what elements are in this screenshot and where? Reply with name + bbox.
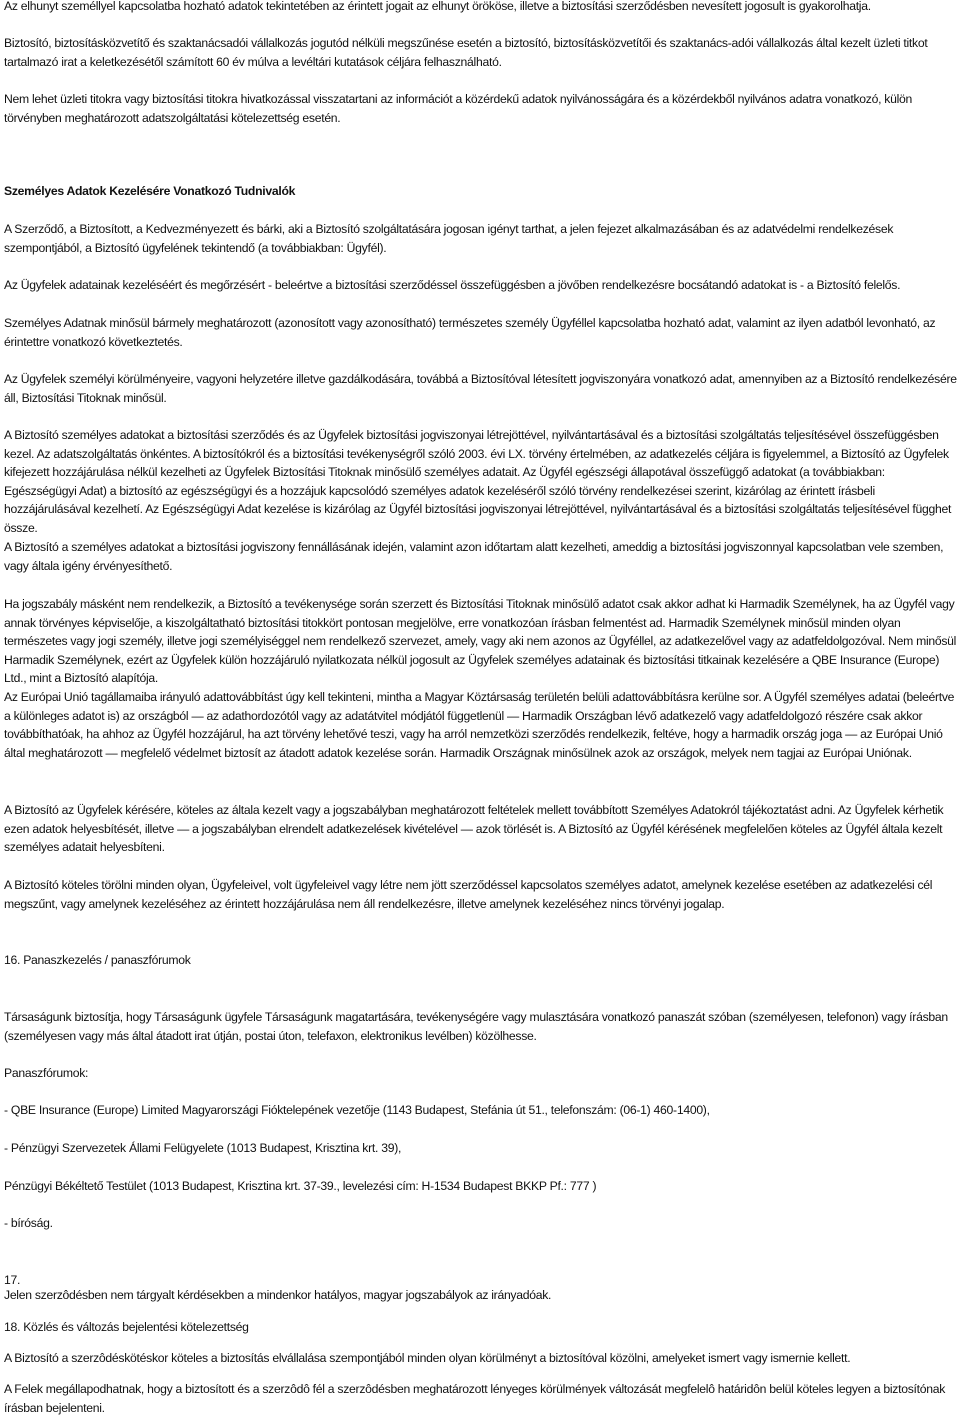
paragraph-insurance-secret: Az Ügyfelek személyi körülményeire, vagyoni helyzetére illetve gazdálkodására, továbbá a Biztosítóval létesített jogviszonyára vonatkozó adat, amennyiben az a Biztosító rendelkezésére áll, Biztosítási Titoknak minősül. <box>4 372 957 405</box>
heading-disclosure-obligation: 18. Közlés és változás bejelentési kötelezettség <box>4 1320 249 1334</box>
paragraph-dissolution-archive: Biztosító, biztosításközvetítő és szaktanácsadói vállalkozás jogutód nélküli megszűnése esetén a biztosító, biztosításközvetítői és szaktanács-adói vállalkozás által kezelt üzleti titkot tartalmazó irat a keletkezésétől számított 60 év múlva a levéltári kutatások céljára felhasználható. <box>4 36 928 69</box>
list-item-qbe-branch: - QBE Insurance (Europe) Limited Magyarországi Fióktelepének vezetője (1143 Budapest, Stefánia út 51., telefonszám: (06-1) 460-1400), <box>4 1103 710 1117</box>
paragraph-personal-data-definition: Személyes Adatnak minősül bármely meghatározott (azonosított vagy azonosítható) természetes személy Ügyféllel kapcsolatba hozható adat, valamint az ilyen adatból levonható, az érintettre vonatkozó következtetés. <box>4 316 936 349</box>
paragraph-complaint-channels: Társaságunk biztosítja, hogy Társaságunk ügyfele Társaságunk magatartására, tevékenységére vagy mulasztására vonatkozó panaszát szóban (személyesen, telefonon) vagy írásban (személyesen vagy más által átadott irat útján, postai úton, telefaxon, elektronikus levélben) közölhesse. <box>4 1010 948 1043</box>
paragraph-public-interest: Nem lehet üzleti titokra vagy biztosítási titokra hivatkozással visszatartani az információt a közérdekű adatok nyilvánosságára és a közérdekből nyilvános adatra vonatkozó, külön törvényben meghatározott adatszolgáltatási kötelezettség esetén. <box>4 92 913 125</box>
heading-personal-data: Személyes Adatok Kezelésére Vonatkozó Tudnivalók <box>4 184 296 198</box>
paragraph-deletion: A Biztosító köteles törölni minden olyan, Ügyfeleivel, volt ügyfeleivel vagy létre nem jött szerződéssel kapcsolatos személyes adatot, amelynek kezelése esetében az adatkezelési cél megszűnt, vagy amelynek kezeléséhez az érintett hozzájárulása nem áll rendelkezésre, illetve amelynek kezeléséhez nincs törvényi jogalap. <box>4 878 933 911</box>
heading-complaints: 16. Panaszkezelés / panaszfórumok <box>4 953 191 967</box>
list-item-pszaf: - Pénzügyi Szervezetek Állami Felügyelete (1013 Budapest, Krisztina krt. 39), <box>4 1141 402 1155</box>
paragraph-third-party: Ha jogszabály másként nem rendelkezik, a Biztosító a tevékenysége során szerzett és Biztosítási Titoknak minősülő adatot csak akkor adhat ki Harmadik Személynek, ha az Ügyfél vagy annak törvényes képviselője, a kiszolgáltatható biztosítási titokkört pontosan megjelölve, erre vonatkozóan írásban felmentést ad. Harmadik Személynek minősül minden olyan természetes vagy jogi személy, illetve jogi személyiséggel nem rendelkező szervezet, amely, vagy aki nem azonos az Ügyféllel, az adatkezelővel vagy az adatfeldolgozóval. Nem minősül Harmadik Személynek, ezért az Ügyfelek külön hozzájáruló nyilatkozata nélkül jogosult az Ügyfelek személyes adatainak és biztosítási titkainak kezelésére a QBE Insurance (Europe) Ltd., mint a Biztosító alapítója. <box>4 597 957 686</box>
paragraph-disclosure-duty: A Biztosító a szerzôdéskötéskor köteles a biztosítás elvállalása szempontjából minden olyan körülményt a biztosítóval közölni, amelyeket ismert vagy ismernie kellett. <box>4 1351 851 1365</box>
section-number-17: 17. <box>4 1273 21 1287</box>
paragraph-eu-transfer: Az Európai Unió tagállamaiba irányuló adattovábbítást úgy kell tekinteni, mintha a Magyar Köztársaság területén belüli adattovábbításra kerülne sor. A Ügyfél személyes adatai (beleértve a különleges adatot is) az országból — az adathordozótól vagy az adatátvitel módjától függetlenül — Harmadik Országban lévő adatkezelő vagy adatfeldolgozó részére csak akkor továbbíthatóak, ha ahhoz az Ügyfél hozzájárul, ha azt törvény lehetővé teszi, vagy ha arról nemzetközi szerződés rendelkezik, feltéve, hogy a harmadik ország joga — az Európai Unió által meghatározott — megfelelő védelmet biztosít az átadott adatok kezelése során. Harmadik Országnak minősülnek azok az országok, melyek nem tagjai az Európai Uniónak. <box>4 690 955 760</box>
paragraph-retention-period: A Biztosító a személyes adatokat a biztosítási jogviszony fennállásának idején, valamint azon időtartam alatt kezelheti, ameddig a biztosítási jogviszonnyal kapcsolatban vele szemben, vagy általa igény érvényesíthető. <box>4 540 944 573</box>
paragraph-data-processing: A Biztosító személyes adatokat a biztosítási szerződés és az Ügyfelek biztosítási jogviszonyai létrejöttével, nyilvántartásával és a biztosítási szolgáltatás teljesítésével összefüggésben kezel. Az adatszolgáltatás önkéntes. A biztosítókról és a biztosítási tevékenységről szóló 2003. évi LX. törvény értelmében, az adatkezelés céljára is figyelemmel, a Biztosító az Ügyfelek kifejezett hozzájárulása nélkül kezelheti az Ügyfelek Biztosítási Titoknak minősülő személyes adatait. Az Ügyfél egészségi állapotával összefüggő adatokat (a továbbiakban: Egészségügyi Adat) a biztosító az egészségügyi és a hozzájuk kapcsolódó személyes adatok kezeléséről szóló törvény rendelkezései szerint, kizárólag az érintett írásbeli hozzájárulásával kezelhetí. Az Egészségügyi Adat kezelése is kizárólag az Ügyfél biztosítási jogviszonyai létrejöttével, nyilvántartásával és a biztosítási szolgáltatás teljesítésével függhet össze. <box>4 428 952 535</box>
paragraph-data-responsibility: Az Ügyfelek adatainak kezeléséért és megőrzésért - beleértve a biztosítási szerződéssel összefüggésben a jövőben rendelkezésre bocsátandó adatokat is - a Biztosító felelős. <box>4 278 901 292</box>
paragraph-client-definition: A Szerződő, a Biztosított, a Kedvezményezett és bárki, aki a Biztosító szolgáltatására jogosan igényt tarthat, a jelen fejezet alkalmazásában és az adatvédelmi rendelkezések szempontjából, a Biztosító ügyfelének tekintendő (a továbbiakban: Ügyfél). <box>4 222 894 255</box>
paragraph-change-notification: A Felek megállapodhatnak, hogy a biztosított és a szerzôdô fél a szerzôdésben meghatározott lényeges körülmények változását megfelelô határidôn belül köteles legyen a biztosítónak írásban bejelenteni. <box>4 1382 946 1415</box>
paragraph-governing-law: Jelen szerzôdésben nem tárgyalt kérdésekben a mindenkor hatályos, magyar jogszabályok az irányadóak. <box>4 1288 552 1302</box>
list-item-arbitration-board: Pénzügyi Békéltető Testület (1013 Budapest, Krisztina krt. 37-39., levelezési cím: H-1534 Budapest BKKP Pf.: 777 ) <box>4 1179 597 1193</box>
paragraph-information-request: A Biztosító az Ügyfelek kérésére, köteles az általa kezelt vagy a jogszabályban meghatározott feltételek mellett továbbított Személyes Adatokról tájékoztatást adni. Az Ügyfelek kérhetik ezen adatok helyesbítését, illetve — a jogszabályban elrendelt adatkezelések kivételével — azok törlését is. A Biztosító az Ügyfél kérésének megfelelően köteles az Ügyfél általa kezelt személyes adatait helyesbíteni. <box>4 803 944 855</box>
paragraph-deceased-rights: Az elhunyt személlyel kapcsolatba hozható adatok tekintetében az érintett jogait az elhunyt örököse, illetve a biztosítási szerződésben nevesített jogosult is gyakorolhatja. <box>4 0 871 13</box>
list-item-court: - bíróság. <box>4 1216 53 1230</box>
label-complaint-forums: Panaszfórumok: <box>4 1066 89 1080</box>
